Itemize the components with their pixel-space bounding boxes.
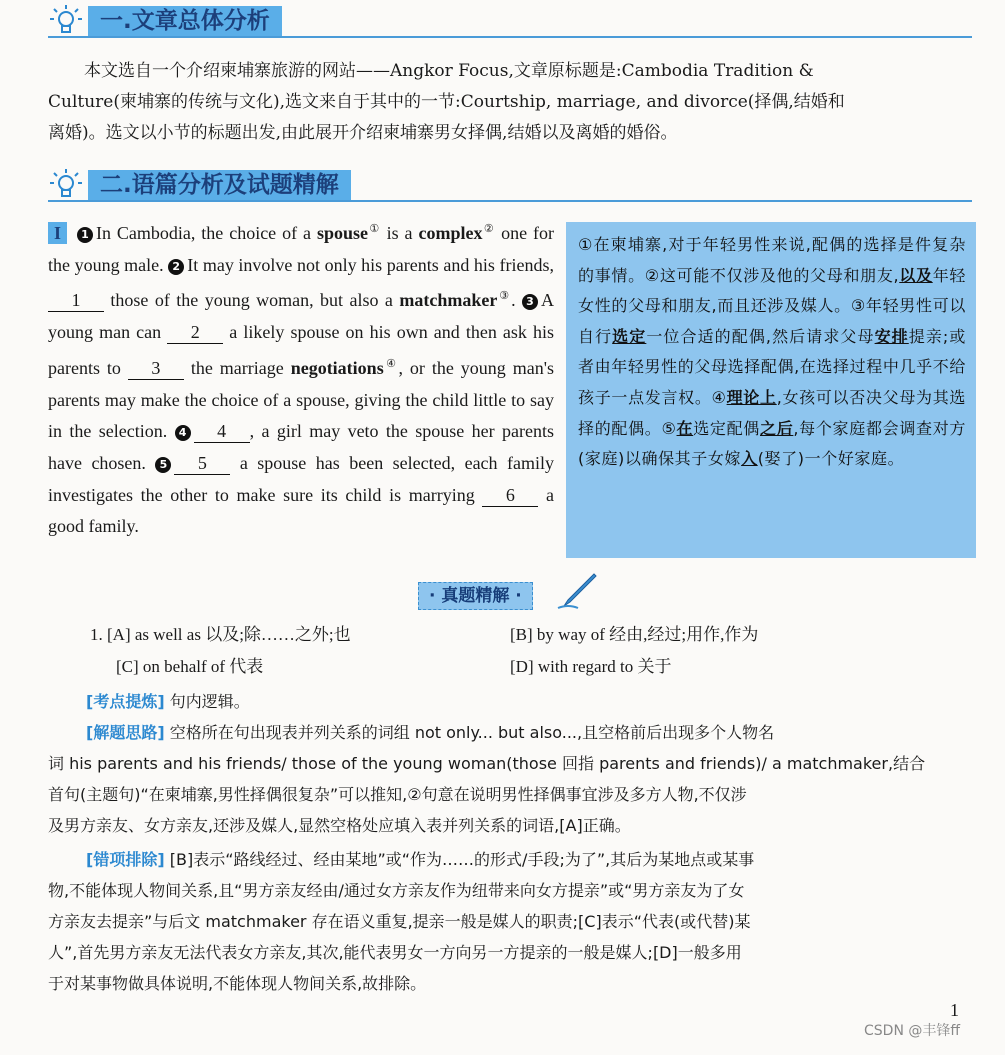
passage-segment: In Cambodia, the choice of a: [95, 223, 317, 243]
translation-text: ,每个家庭都会调查对方(家庭)以确保其子女嫁: [578, 418, 967, 469]
passage-segment: .: [511, 290, 522, 311]
sentence-number: 3: [522, 294, 538, 310]
translation-text: ,女孩可以否决父母为其选择的配偶。⑤: [578, 387, 966, 438]
answer-blank[interactable]: 4: [194, 420, 250, 443]
translation-text: 选定配偶: [693, 418, 760, 438]
passage-segment: , a girl may veto the spouse her parents have chosen.: [48, 421, 554, 473]
translation-highlight: 入: [741, 449, 758, 469]
passage-segment: one for the young male.: [48, 223, 554, 275]
option-b: [B] by way of 经由,经过;用作,作为: [510, 625, 759, 644]
translation-highlight: 以及: [899, 265, 933, 285]
note-ref: ③: [497, 290, 512, 303]
lightbulb-icon: [48, 4, 84, 36]
sentence-number: 5: [155, 457, 171, 473]
passage-segment: is a: [380, 223, 419, 243]
translation-highlight: 之后: [760, 418, 794, 438]
watermark: CSDN @丰锋ff: [864, 1023, 961, 1039]
intro-line: 离婚)。选文以小节的标题出发,由此展开介绍柬埔寨男女择偶,结婚以及离婚的婚俗。: [48, 123, 678, 143]
jieti-line: 及男方亲友、女方亲友,还涉及媒人,显然空格处应填入表并列关系的词语,[A]正确。: [48, 816, 631, 835]
translation-highlight: 安排: [874, 326, 909, 346]
keyword: complex: [418, 223, 483, 243]
translation-highlight: 理论上: [726, 387, 777, 407]
kaodian-text: 句内逻辑。: [164, 692, 250, 711]
passage-segment: a spouse has been selected, each family investigates the other to make sure its child is marrying: [48, 452, 554, 505]
answer-blank[interactable]: 1: [48, 289, 104, 312]
jieti-line: 首句(主题句)“在柬埔寨,男性择偶很复杂”可以推知,②句意在说明男性择偶事宜涉及多方人物,不仅涉: [48, 785, 747, 804]
section-heading-1: [48, 4, 972, 38]
keyword: spouse: [316, 223, 368, 243]
note-ref: ④: [383, 357, 399, 370]
passage-segment: , or the young man's parents may make the choice of a spouse, giving the child little to say in the selection.: [48, 357, 554, 442]
option-c: [C] on behalf of 代表: [116, 657, 264, 676]
answer-blank[interactable]: 5: [174, 452, 230, 475]
section-heading-2: [48, 168, 972, 202]
lightbulb-icon: [48, 168, 84, 200]
translation-text: 一位合适的配偶,然后请求父母: [646, 326, 875, 346]
section-title: 二.语篇分析及试题精解: [88, 170, 351, 200]
note-ref: ②: [482, 223, 496, 235]
passage-segment: the marriage: [183, 357, 291, 378]
translation-text: 提亲;或者由年轻男性的父母选择配偶,在选择过程中几乎不给孩子一点发言权。④: [578, 326, 967, 407]
sentence-number: 4: [175, 425, 191, 441]
translation-box: [566, 222, 976, 558]
page-number: 1: [950, 1000, 959, 1020]
option-d: [D] with regard to 关于: [510, 657, 672, 676]
cuoxiang-line: 于对某事物做具体说明,不能体现人物间关系,故排除。: [48, 974, 427, 993]
translation-highlight: 选定: [612, 326, 647, 346]
note-ref: ①: [367, 223, 381, 235]
passage-segment: those of the young woman, but also a: [104, 290, 400, 311]
translation-text: ①在柬埔寨,对于年轻男性来说,配偶的选择是件复杂的事情。②这可能不仅涉及他的父母和朋友,: [578, 235, 966, 285]
sentence-number: 2: [168, 259, 184, 275]
jieti-line: 词 his parents and his friends/ those of the young woman(those 回指 parents and friends)/ a matchmaker,结合: [48, 754, 926, 773]
cuoxiang-paragraph: [48, 844, 974, 999]
keyword: matchmaker: [399, 290, 498, 311]
option-a: 1. [A] as well as 以及;除……之外;也: [90, 625, 351, 644]
answer-blank[interactable]: 3: [128, 357, 184, 380]
passage-segment: a likely spouse on his own and then ask his parents to: [48, 322, 555, 378]
cuoxiang-tag: [错项排除]: [86, 850, 165, 869]
intro-paragraph: [48, 56, 972, 149]
kaodian-line: [48, 686, 974, 717]
translation-highlight: 在: [676, 418, 694, 438]
jieti-tag: [解题思路]: [86, 723, 165, 742]
pen-icon: [554, 570, 602, 610]
cuoxiang-line: 方亲友去提亲”与后文 matchmaker 存在语义重复,提亲一般是媒人的职责;[C]表示“代表(或代替)某: [48, 912, 751, 931]
intro-line: 本文选自一个介绍柬埔寨旅游的网站——Angkor Focus,文章原标题是:Cambodia Tradition &: [84, 61, 814, 81]
cuoxiang-line: 人”,首先男方亲友无法代表女方亲友,其次,能代表男女一方向另一方提亲的一般是媒人;[D]一般多用: [48, 943, 742, 962]
intro-line: Culture(柬埔寨的传统与文化),选文来自于其中的一节:Courtship, marriage, and divorce(择偶,结婚和: [48, 92, 845, 112]
cuoxiang-line: [B]表示“路线经过、经由某地”或“作为……的形式/手段;为了”,其后为某地点或某事: [164, 850, 755, 869]
cuoxiang-line: 物,不能体现人物间关系,且“男方亲友经由/通过女方亲友作为纽带来向女方提亲”或“男方亲友为了女: [48, 881, 745, 900]
passage-segment: A young man can: [48, 290, 554, 343]
sentence-number: 1: [77, 227, 93, 243]
jieti-paragraph: [48, 717, 974, 841]
answer-blank[interactable]: 6: [482, 484, 538, 507]
paragraph-marker: I: [48, 222, 67, 244]
jieti-line: 空格所在句出现表并列关系的词组 not only... but also...,且空格前后出现多个人物名: [164, 723, 775, 742]
keyword: negotiations: [290, 357, 384, 378]
zhenti-title: · 真题精解 ·: [418, 582, 533, 610]
passage-segment: It may involve not only his parents and his friends,: [187, 254, 554, 275]
translation-text: 年轻女性的父母和朋友,而且还涉及媒人。③年轻男性可以自行: [578, 265, 966, 346]
passage-segment: a good family.: [48, 484, 554, 537]
kaodian-tag: [考点提炼]: [86, 692, 165, 711]
answer-blank[interactable]: 2: [167, 321, 223, 344]
passage-text: [48, 214, 554, 543]
section-title: 一.文章总体分析: [88, 6, 282, 36]
translation-text: (娶了)一个好家庭。: [757, 449, 905, 469]
